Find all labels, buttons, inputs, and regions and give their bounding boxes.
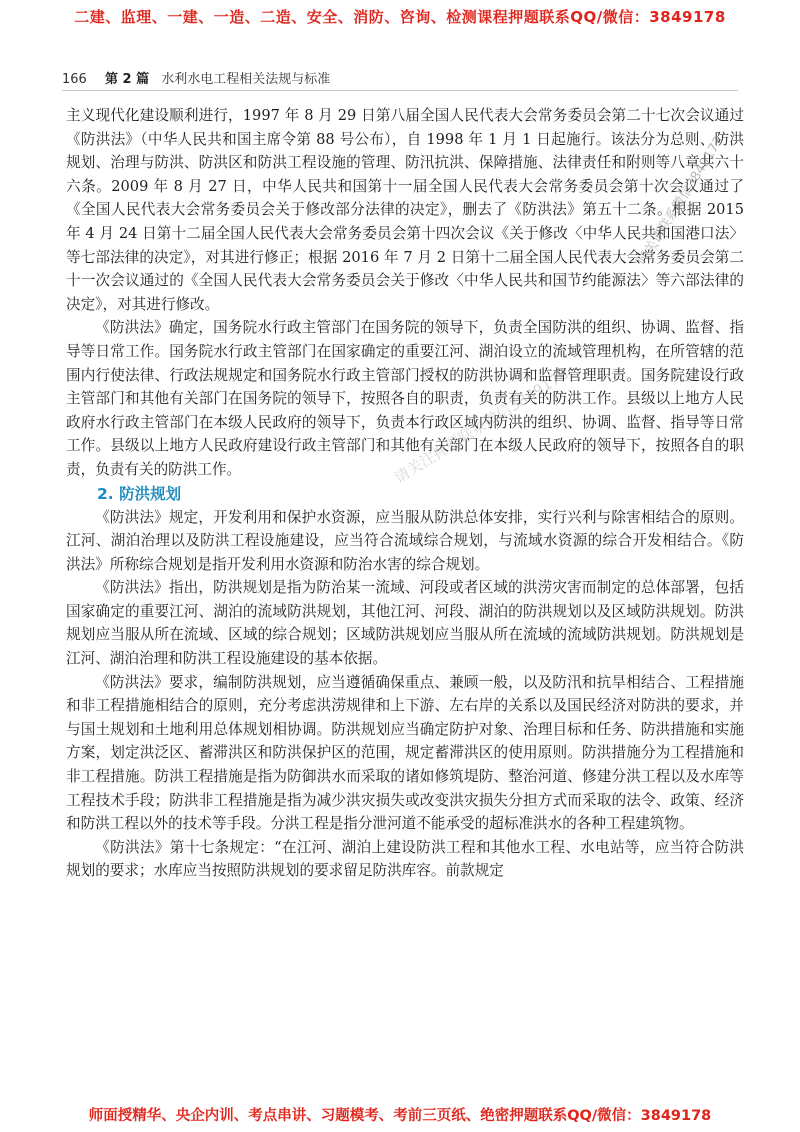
watermark-right: 呼关请联系微信3849173 <box>635 133 728 269</box>
chapter-title: 水利水电工程相关法规与标准 <box>161 72 331 87</box>
paragraph: 《防洪法》确定，国务院水行政主管部门在国务院的领导下，负责全国防洪的组织、协调、监督、指导等日常工作。国务院水行政主管部门在国家确定的重要江河、湖泊设立的流域管理机构，在所管辖的范围内行使法律、行政法规规定和国务院水行政主管部门授权的防洪协调和监督管理职责。国务院建设行政主管部门和其他有关部门在国务院的领导下，按照各自的职责，负责有关的防洪工作。县级以上地方人民政府水行政主管部门在本级人民政府的领导下，负责本行政区域内防洪的组织、协调、监督、指导等日常工作。县级以上地方人民政府建设行政主管部门和其他有关部门在本级人民政府的领导下，按照各自的职责，负责有关的防洪工作。 <box>66 319 744 478</box>
section-heading: 2. 防洪规划 <box>97 484 182 503</box>
paragraph: 《防洪法》第十七条规定：“在江河、湖泊上建设防洪工程和其他水工程、水电站等，应当符合防洪规划的要求；水库应当按照防洪规划的要求留足防洪库容。前款规定 <box>66 838 744 880</box>
bottom-promo-banner: 师面授精华、央企内训、考点串讲、习题模考、考前三页纸、绝密押题联系QQ/微信：3849178 <box>88 1108 712 1124</box>
watermark-center: 请关注押题联系微信3849178 <box>391 364 572 487</box>
paragraph: 主义现代化建设顺利进行，1997 年 8 月 29 日第八届全国人民代表大会常务委员会第二十七次会议通过《防洪法》（中华人民共和国主席令第 88 号公布），自 1998 年 1 月 1 日起施行。该法分为总则、防洪规划、治理与防洪、防洪区和防洪工程设施的管理、防汛抗洪、保障措施、法律责任和附则等八章共六十六条。2009 年 8 月 27 日，中华人民共和国第十一届全国人民代表大会常务委员会第十次会议通过了《全国人民代表大会常务委员会关于修改部分法律的决定》，删去了《防洪法》第五十二条。根据 2015 年 4 月 24 日第十二届全国人民代表大会常务委员会第十四次会议《关于修改〈中华人民共和国港口法〉等七部法律的决定》，对其进行修正；根据 2016 年 7 月 2 日第十二届全国人民代表大会常务委员会第二十一次会议通过的《全国人民代表大会常务委员会关于修改〈中华人民共和国节约能源法〉等六部法律的决定》，对其进行修改。 <box>66 107 744 313</box>
part-label: 第 2 篇 <box>104 72 150 87</box>
page-header <box>62 68 738 91</box>
paragraph: 《防洪法》指出，防洪规划是指为防治某一流域、河段或者区域的洪涝灾害而制定的总体部署，包括国家确定的重要江河、湖泊的流域防洪规划，其他江河、河段、湖泊的防洪规划以及区域防洪规划。防洪规划应当服从所在流域、区域的综合规划；区域防洪规划应当服从所在流域的流域防洪规划。防洪规划是江河、湖泊治理和防洪工程设施建设的基本依据。 <box>66 579 744 668</box>
paragraph: 《防洪法》规定，开发利用和保护水资源，应当服从防洪总体安排，实行兴利与除害相结合的原则。江河、湖泊治理以及防洪工程设施建设，应当符合流域综合规划，与流域水资源的综合开发相结合。《防洪法》所称综合规划是指开发利用水资源和防治水害的综合规划。 <box>66 508 744 573</box>
page-body <box>66 104 744 883</box>
paragraph: 《防洪法》要求，编制防洪规划，应当遵循确保重点、兼顾一般，以及防汛和抗旱相结合、工程措施和非工程措施相结合的原则，充分考虑洪涝规律和上下游、左右岸的关系以及国民经济对防洪的要求，并与国土规划和土地利用总体规划相协调。防洪规划应当确定防护对象、治理目标和任务、防洪措施和实施方案，划定洪泛区、蓄滞洪区和防洪保护区的范围，规定蓄滞洪区的使用原则。防洪措施分为工程措施和非工程措施。防洪工程措施是指为防御洪水而采取的诸如修筑堤防、整治河道、修建分洪工程以及水库等工程技术手段；防洪非工程措施是指为减少洪灾损失或改变洪灾损失分担方式而采取的法令、政策、经济和防洪工程以外的技术等手段。分洪工程是指分泄河道不能承受的超标准洪水的各种工程建筑物。 <box>66 673 744 833</box>
page-number: 166 <box>62 72 87 87</box>
top-promo-banner: 二建、监理、一建、一造、二造、安全、消防、咨询、检测课程押题联系QQ/微信：3849178 <box>74 8 726 26</box>
